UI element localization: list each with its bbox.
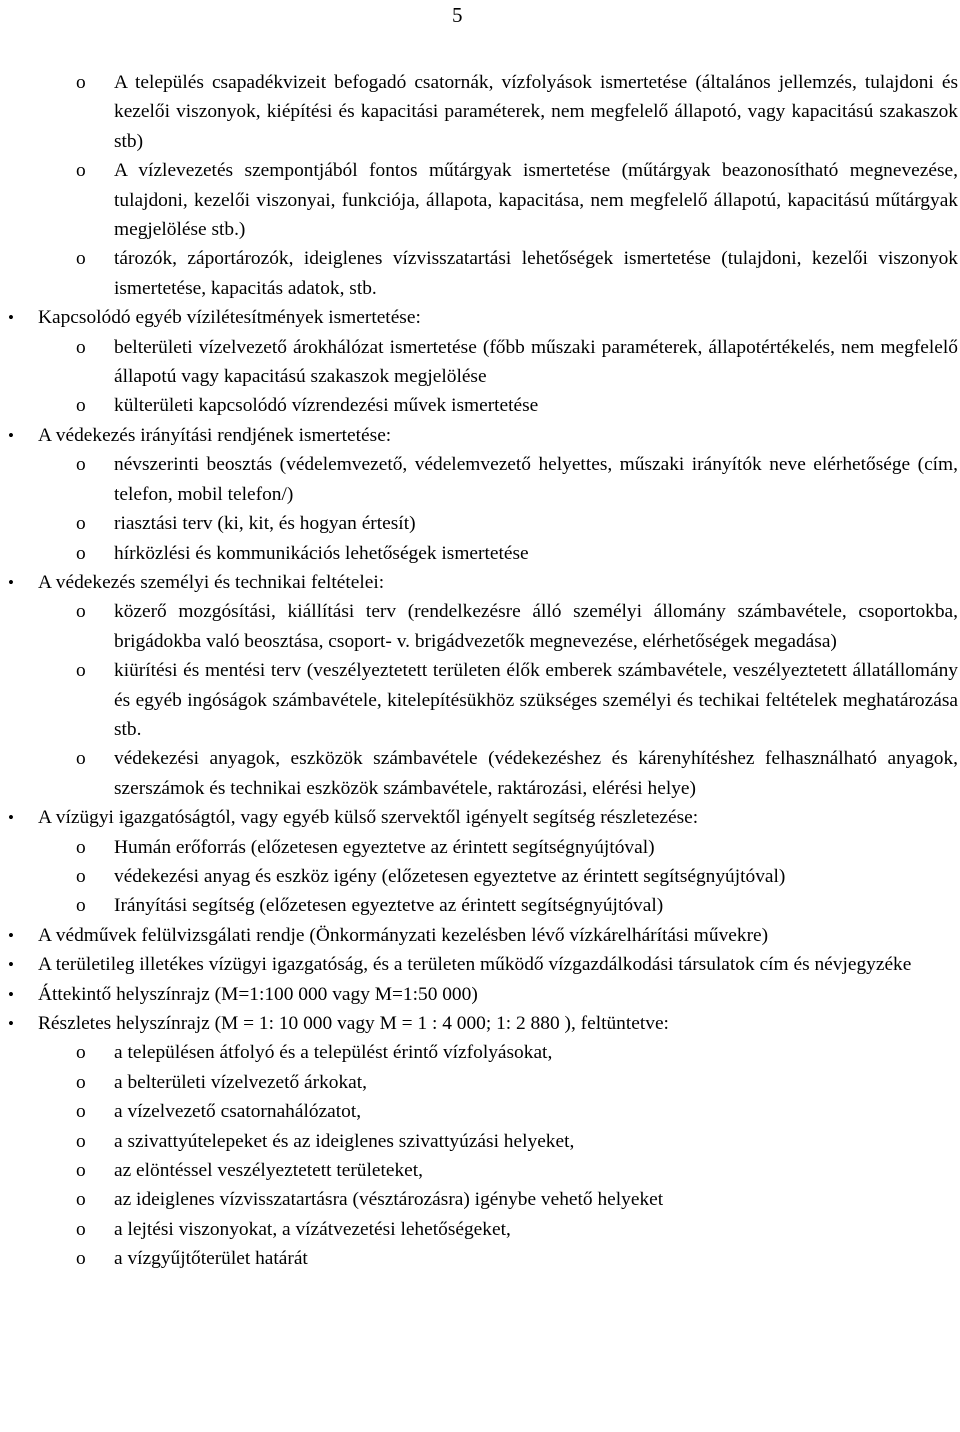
item-text: Humán erőforrás (előzetesen egyeztetve az érintett segítségnyújtóval) [114, 836, 655, 858]
item-text: A vízlevezetés szempontjából fontos műtárgyak ismertetése (műtárgyak beazonosítható megnevezése, tulajdoni, kezelői viszonyai, funkciója, állapota, kapacitása, nem megfelelő állapotú, kapacitású műtárgyak megjelölése stb.) [114, 160, 958, 241]
item-text: Irányítási segítség (előzetesen egyeztetve az érintett segítségnyújtóval) [114, 895, 664, 917]
sub-item [0, 68, 958, 156]
item-text: a lejtési viszonyokat, a vízátvezetési lehetőségeket, [114, 1218, 511, 1240]
sub-marker: o [76, 160, 86, 182]
document-body [0, 68, 958, 1274]
sub-item [0, 656, 958, 744]
bullet-marker: • [8, 984, 14, 1004]
sub-item [0, 391, 958, 420]
item-text: A védművek felülvizsgálati rendje (Önkormányzati kezelésben lévő vízkárelhárítási művekre) [38, 924, 769, 946]
sub-item [0, 333, 958, 392]
bullet-item [0, 980, 958, 1009]
sub-marker: o [76, 601, 86, 623]
sub-item [0, 1156, 958, 1185]
bullet-marker: • [8, 572, 14, 592]
sub-marker: o [76, 748, 86, 770]
sub-item [0, 244, 958, 303]
bullet-item [0, 803, 958, 832]
sub-item [0, 1097, 958, 1126]
sub-marker: o [76, 1189, 86, 1211]
sub-marker: o [76, 895, 86, 917]
bullet-item [0, 568, 958, 597]
bullet-marker: • [8, 1014, 14, 1033]
sub-item [0, 1244, 958, 1273]
sub-item [0, 833, 958, 862]
bullet-item [0, 303, 958, 332]
sub-item [0, 539, 958, 568]
bullet-item [0, 1009, 958, 1038]
sub-item [0, 862, 958, 891]
item-text: a vízelvezető csatornahálózatot, [114, 1101, 362, 1123]
item-text: a vízgyűjtőterület határát [114, 1248, 308, 1270]
bullet-marker: • [8, 808, 14, 828]
bullet-marker: • [8, 955, 14, 975]
sub-marker: o [76, 1130, 86, 1152]
page-number: 5 [452, 3, 463, 27]
item-text: védekezési anyag és eszköz igény (előzetesen egyeztetve az érintett segítségnyújtóval) [114, 865, 786, 887]
sub-item [0, 156, 958, 244]
item-text: hírközlési és kommunikációs lehetőségek ismertetése [114, 542, 529, 564]
item-text: Részletes helyszínrajz (M = 1: 10 000 vagy M = 1 : 4 000; 1: 2 880 ), feltüntetve: [38, 1013, 669, 1034]
sub-item [0, 1127, 958, 1156]
item-text: A település csapadékvizeit befogadó csatornák, vízfolyások ismertetése (általános jellemzés, tulajdoni és kezelői viszonyok, kiépítési és kapacitási paraméterek, nem megfelelő állapotó, vagy kapacitású szakaszok stb) [114, 72, 958, 152]
sub-marker: o [76, 1160, 86, 1182]
item-text: Kapcsolódó egyéb vízilétesítmények ismertetése: [38, 307, 421, 329]
item-text: A vízügyi igazgatóságtól, vagy egyéb külső szervektől igényelt segítség részletezése: [38, 807, 699, 829]
sub-marker: o [76, 836, 86, 858]
sub-marker: o [76, 336, 86, 358]
item-text: a településen átfolyó és a települést érintő vízfolyásokat, [114, 1042, 553, 1064]
sub-marker: o [76, 513, 86, 535]
item-text: A védekezés irányítási rendjének ismertetése: [38, 424, 392, 446]
sub-marker: o [76, 72, 86, 93]
sub-marker: o [76, 865, 86, 887]
bullet-marker: • [8, 308, 14, 328]
sub-marker: o [76, 660, 86, 682]
item-text: A védekezés személyi és technikai feltételei: [38, 571, 385, 593]
sub-marker: o [76, 1218, 86, 1240]
item-text: kiürítési és mentési terv (veszélyeztetett területen élők emberek számbavétele, veszélyeztetett állatállomány és egyéb ingóságok számbavétele, kitelepítésükhöz szükséges személyi és techikai feltételek meghatározása stb. [114, 660, 958, 740]
sub-marker: o [76, 454, 86, 476]
bullet-item [0, 950, 958, 979]
sub-marker: o [76, 542, 86, 564]
item-text: riasztási terv (ki, kit, és hogyan értesít) [114, 513, 416, 535]
bullet-marker: • [8, 425, 14, 445]
sub-item [0, 1185, 958, 1214]
sub-item [0, 509, 958, 538]
sub-item [0, 1068, 958, 1097]
item-text: névszerinti beosztás (védelemvezető, védelemvezető helyettes, műszaki irányítók neve elérhetősége (cím, telefon, mobil telefon/) [114, 454, 958, 505]
sub-item [0, 1038, 958, 1067]
bullet-item [0, 921, 958, 950]
item-text: külterületi kapcsolódó vízrendezési művek ismertetése [114, 395, 539, 417]
sub-item [0, 1215, 958, 1244]
item-text: a szivattyútelepeket és az ideiglenes szivattyúzási helyeket, [114, 1130, 575, 1152]
sub-item [0, 891, 958, 920]
sub-marker: o [76, 395, 86, 417]
sub-marker: o [76, 1101, 86, 1123]
sub-marker: o [76, 1071, 86, 1093]
sub-marker: o [76, 1248, 86, 1270]
bullet-item [0, 421, 958, 450]
bullet-marker: • [8, 925, 14, 945]
sub-marker: o [76, 1042, 86, 1064]
sub-item [0, 450, 958, 509]
item-text: belterületi vízelvezető árokhálózat ismertetése (főbb műszaki paraméterek, állapotértékelés, nem megfelelő állapotú vagy kapacitású szakaszok megjelölése [114, 336, 958, 388]
item-text: az elöntéssel veszélyeztetett területeket, [114, 1160, 424, 1182]
item-text: közerő mozgósítási, kiállítási terv (rendelkezésre álló személyi állomány számbavétele, csoportokba, brigádokba való beosztása, csoport- v. brigádvezetők megnevezése, elérhetőségek megadása) [114, 601, 958, 652]
item-text: védekezési anyagok, eszközök számbavétele (védekezéshez és kárenyhítéshez felhasználható anyagok, szerszámok és technikai eszközök számbavétele, raktározási, elérési helye) [114, 748, 958, 799]
sub-marker: o [76, 248, 86, 270]
sub-item [0, 744, 958, 803]
item-text: a belterületi vízelvezető árkokat, [114, 1071, 368, 1093]
sub-item [0, 597, 958, 656]
item-text: tározók, záportározók, ideiglenes vízvisszatartási lehetőségek ismertetése (tulajdoni, kezelői viszonyok ismertetése, kapacitás adatok, stb. [114, 248, 958, 299]
item-text: Áttekintő helyszínrajz (M=1:100 000 vagy M=1:50 000) [38, 983, 478, 1005]
item-text: A területileg illetékes vízügyi igazgatóság, és a területen működő vízgazdálkodási társulatok cím és névjegyzéke [38, 954, 912, 976]
item-text: az ideiglenes vízvisszatartásra (vésztározásra) igénybe vehető helyeket [114, 1189, 664, 1211]
